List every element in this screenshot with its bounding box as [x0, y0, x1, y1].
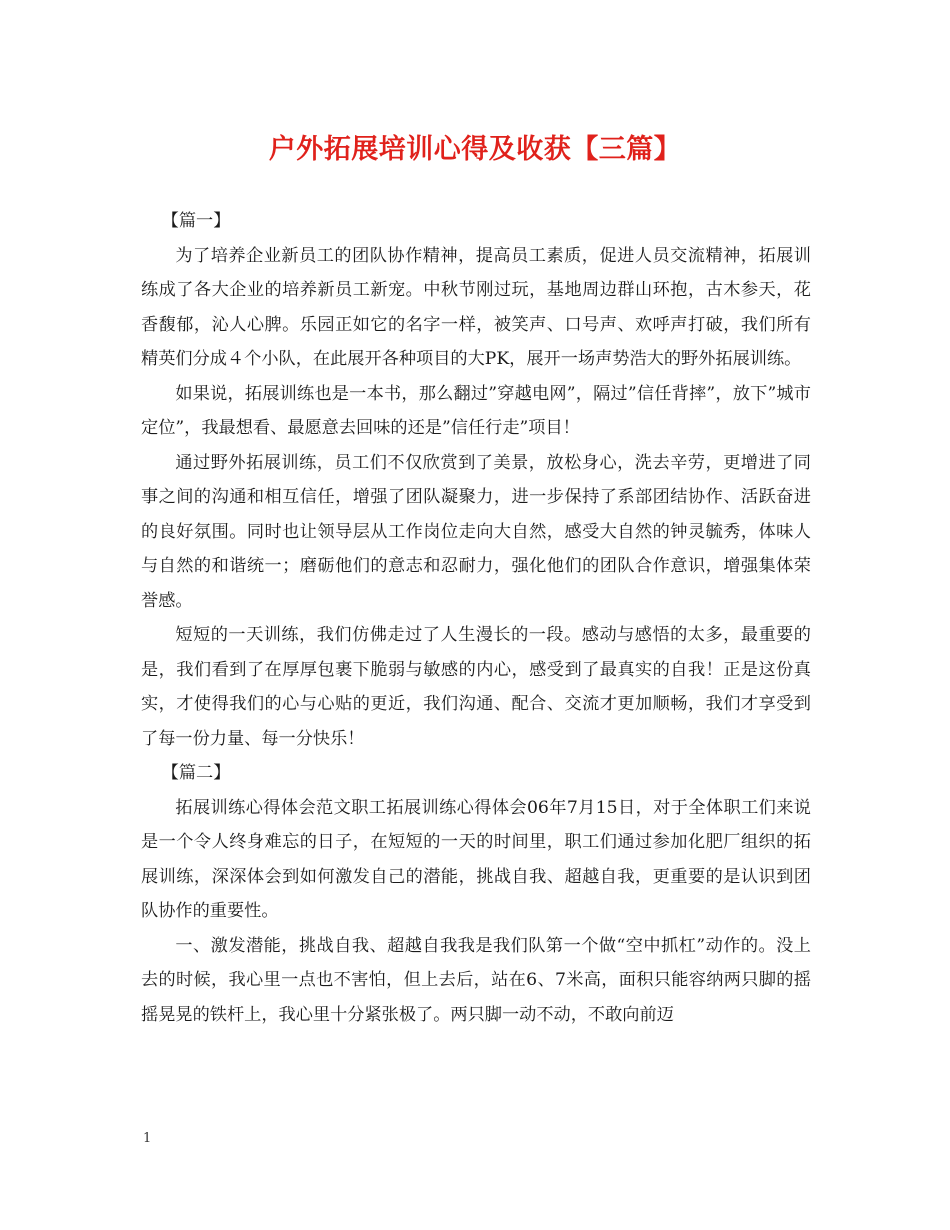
paragraph: 为了培养企业新员工的团队协作精神，提高员工素质，促进人员交流精神，拓展训练成了各大企业的培养新员工新宠。中秋节刚过玩，基地周边群山环抱，古木参天，花香馥郁，沁人心脾。乐园正如它的名字一样，被笑声、口号声、欢呼声打破，我们所有精英们分成４个小队，在此展开各种项目的大PK，展开一场声势浩大的野外拓展训练。	[141, 245, 811, 369]
document-title: 户外拓展培训心得及收获【三篇】	[268, 134, 682, 165]
paragraph: 一、激发潜能，挑战自我、超越自我我是我们队第一个做“空中抓杠”动作的。没上去的时候，我心里一点也不害怕，但上去后，站在6、7米高，面积只能容纳两只脚的摇摇晃晃的铁杆上，我心里十分紧张极了。两只脚一动不动，不敢向前迈	[141, 935, 811, 1025]
section-heading-2: 【篇二】	[161, 763, 231, 783]
section-heading-1: 【篇一】	[161, 211, 231, 231]
paragraph: 通过野外拓展训练，员工们不仅欣赏到了美景，放松身心，洗去辛劳，更增进了同事之间的沟通和相互信任，增强了团队凝聚力，进一步保持了系部团结协作、活跃奋进的良好氛围。同时也让领导层从工作岗位走向大自然，感受大自然的钟灵毓秀，体味人与自然的和谐统一；磨砺他们的意志和忍耐力，强化他们的团队合作意识，增强集体荣誉感。	[141, 452, 811, 611]
page-number: 1	[143, 1131, 152, 1146]
paragraph: 短短的一天训练，我们仿佛走过了人生漫长的一段。感动与感悟的太多，最重要的是，我们看到了在厚厚包裹下脆弱与敏感的内心，感受到了最真实的自我！正是这份真实，才使得我们的心与心贴的更近，我们沟通、配合、交流才更加顺畅，我们才享受到了每一份力量、每一分快乐！	[141, 625, 811, 749]
document-body	[141, 204, 811, 1032]
paragraph: 拓展训练心得体会范文职工拓展训练心得体会06年7月15日，对于全体职工们来说是一个令人终身难忘的日子，在短短的一天的时间里，职工们通过参加化肥厂组织的拓展训练，深深体会到如何激发自己的潜能，挑战自我、超越自我，更重要的是认识到团队协作的重要性。	[141, 797, 811, 921]
paragraph: 如果说，拓展训练也是一本书，那么翻过”穿越电网”，隔过”信任背摔”，放下”城市定位”，我最想看、最愿意去回味的还是”信任行走”项目！	[141, 383, 811, 438]
